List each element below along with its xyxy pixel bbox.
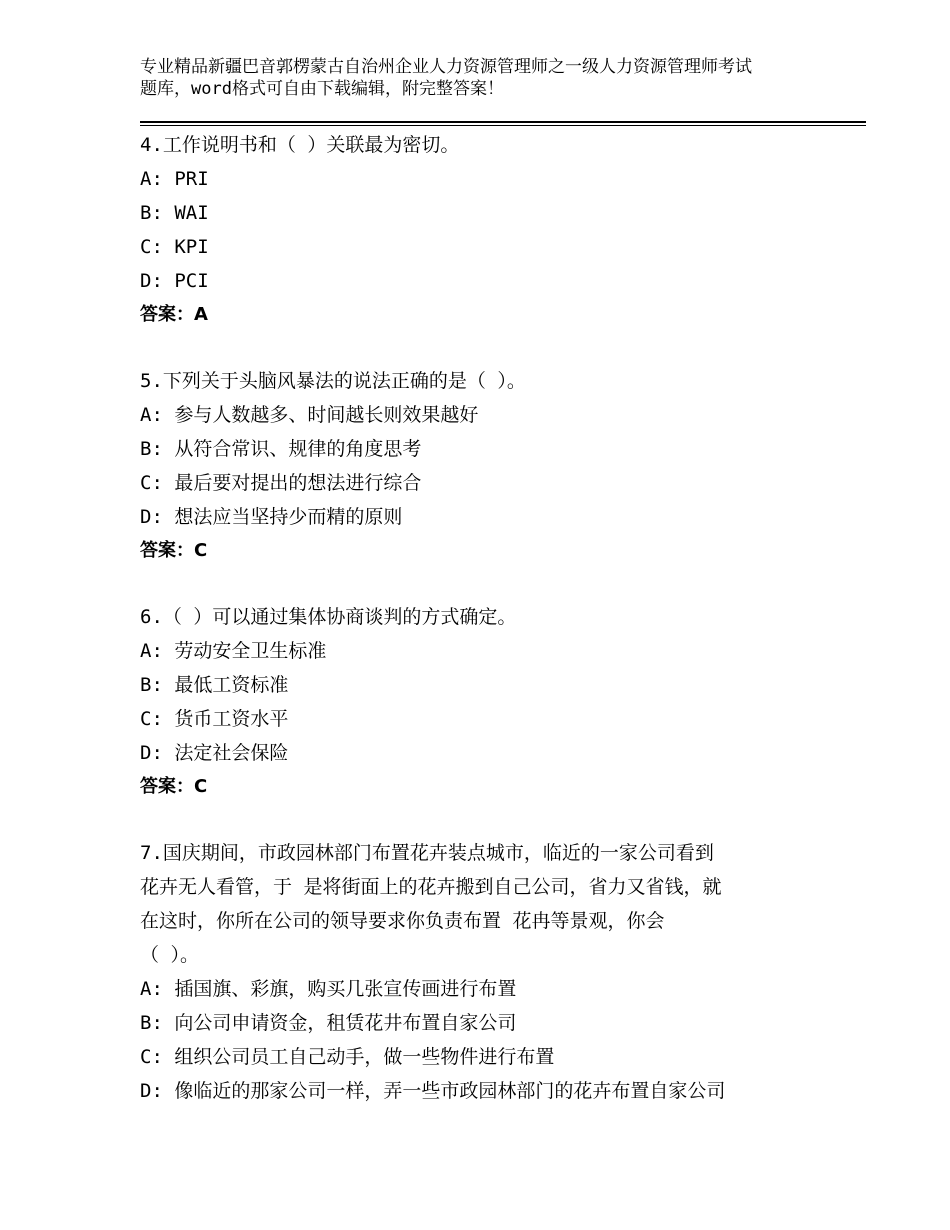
answer-label: 答案：C (140, 540, 208, 561)
header-line-2: 题库，word格式可自由下载编辑，附完整答案！ (140, 79, 504, 99)
option-a: A: 劳动安全卫生标准 (140, 640, 327, 662)
option-a: A: PRI (140, 168, 209, 190)
option-b: B: 最低工资标准 (140, 674, 289, 696)
question-4 (140, 128, 840, 332)
option-c: C: 货币工资水平 (140, 708, 289, 730)
option-c: C: 最后要对提出的想法进行综合 (140, 472, 422, 494)
option-b: B: 从符合常识、规律的角度思考 (140, 438, 422, 460)
option-d: D: 想法应当坚持少而精的原则 (140, 506, 403, 528)
question-5 (140, 364, 840, 568)
question-7 (140, 836, 840, 1108)
question-list (140, 128, 840, 1140)
question-stem: 5.下列关于头脑风暴法的说法正确的是（ ）。 (140, 370, 526, 392)
question-stem-line-4: （ ）。 (140, 944, 199, 966)
question-stem-line-3: 在这时，你所在公司的领导要求你负责布置 花冉等景观，你会 (140, 910, 665, 932)
question-stem: 4.工作说明书和（ ）关联最为密切。 (140, 134, 460, 156)
option-c: C: 组织公司员工自己动手，做一些物件进行布置 (140, 1046, 555, 1068)
option-b: B: WAI (140, 202, 209, 224)
option-a: A: 插国旗、彩旗，购买几张宣传画进行布置 (140, 978, 517, 1000)
question-stem-line-1: 7.国庆期间，市政园林部门布置花卉装点城市，临近的一家公司看到 (140, 842, 714, 864)
question-stem: 6.（ ）可以通过集体协商谈判的方式确定。 (140, 606, 517, 628)
option-a: A: 参与人数越多、时间越长则效果越好 (140, 404, 479, 426)
answer-label: 答案：A (140, 304, 208, 325)
option-c: C: KPI (140, 236, 209, 258)
option-d: D: PCI (140, 270, 209, 292)
option-b: B: 向公司申请资金，租赁花井布置自家公司 (140, 1012, 517, 1034)
option-d: D: 法定社会保险 (140, 742, 289, 764)
question-stem-line-2: 花卉无人看管，于 是将街面上的花卉搬到自己公司，省力又省钱，就 (140, 876, 722, 898)
header-divider-thick (140, 121, 866, 123)
option-d: D: 像临近的那家公司一样，弄一些市政园林部门的花卉布置自家公司 (140, 1080, 726, 1102)
question-6 (140, 600, 840, 804)
document-header (140, 56, 840, 100)
header-divider-thin (140, 125, 866, 126)
answer-label: 答案：C (140, 776, 208, 797)
header-line-1: 专业精品新疆巴音郭楞蒙古自治州企业人力资源管理师之一级人力资源管理师考试 (140, 57, 752, 77)
